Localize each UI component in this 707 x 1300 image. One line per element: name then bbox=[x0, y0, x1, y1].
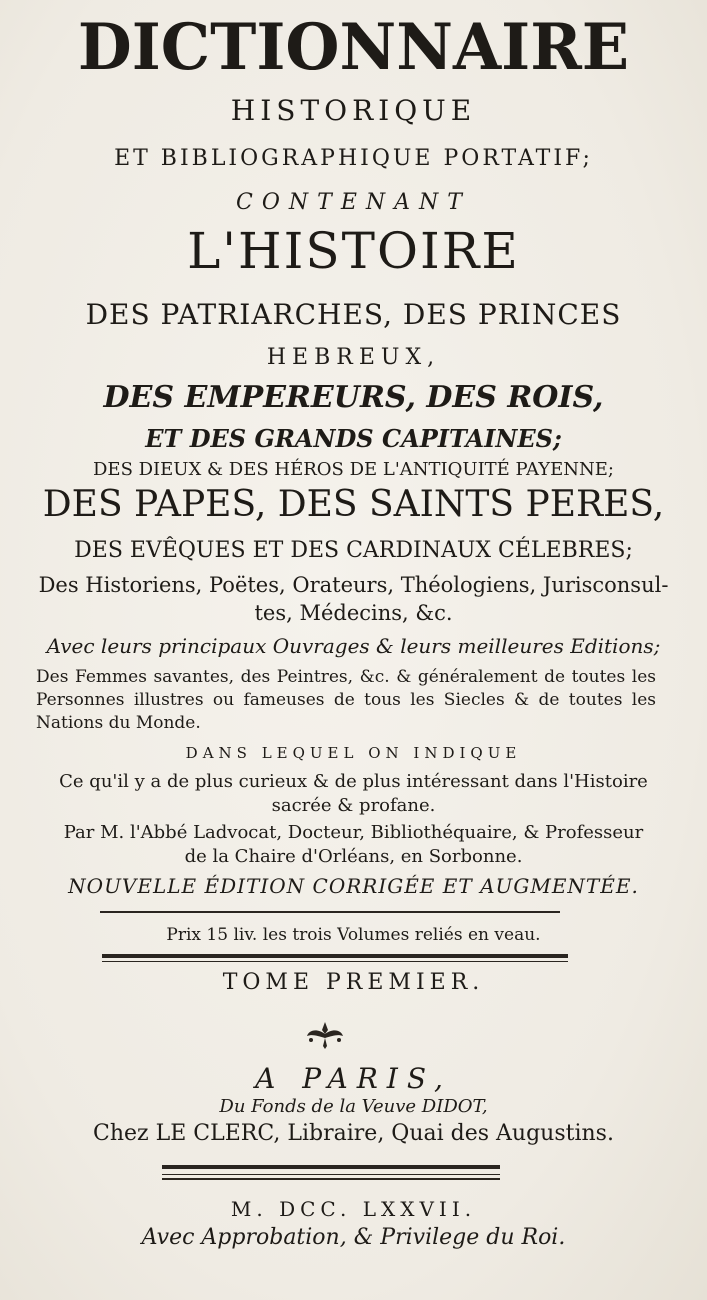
empereurs-line: DES EMPEREURS, DES ROIS, bbox=[103, 380, 604, 415]
author-line: Par M. l'Abbé Ladvocat, Docteur, Bibliothéquaire, & Professeur bbox=[63, 822, 644, 843]
sacree-line: sacrée & profane. bbox=[271, 795, 436, 816]
hebreux-line: HEBREUX, bbox=[266, 345, 441, 370]
divider-rule-thin bbox=[162, 1174, 500, 1175]
date-line: M. DCC. LXXVII. bbox=[230, 1197, 477, 1221]
curieux-line: Ce qu'il y a de plus curieux & de plus intéressant dans l'Histoire bbox=[59, 771, 648, 792]
patriarches-line: DES PATRIARCHES, DES PRINCES bbox=[85, 298, 622, 331]
papes-line: DES PAPES, DES SAINTS PERES, bbox=[42, 484, 665, 525]
eveques-line: DES EVÊQUES ET DES CARDINAUX CÉLEBRES; bbox=[74, 538, 633, 563]
divider-rule bbox=[100, 911, 560, 913]
dans-lequel-line: DANS LEQUEL ON INDIQUE bbox=[185, 744, 522, 762]
chaire-line: de la Chaire d'Orléans, en Sorbonne. bbox=[184, 846, 523, 867]
approbation-line: Avec Approbation, & Privilege du Roi. bbox=[141, 1225, 566, 1250]
divider-rule-thin bbox=[102, 961, 568, 962]
place-line: A PARIS, bbox=[255, 1062, 452, 1095]
femmes-paragraph: Des Femmes savantes, des Peintres, &c. & généralement de toutes les Personnes illustres ou fameuses de tous les Siecles & de toutes les Nations du Monde. bbox=[36, 667, 656, 733]
subtitle-bibliographique: ET BIBLIOGRAPHIQUE PORTATIF; bbox=[114, 146, 593, 171]
contenant-line: CONTENANT bbox=[236, 190, 471, 215]
publisher-line: Chez LE CLERC, Libraire, Quai des Augustins. bbox=[93, 1121, 614, 1146]
edition-line: NOUVELLE ÉDITION CORRIGÉE ET AUGMENTÉE. bbox=[68, 874, 639, 898]
divider-rule-thick bbox=[102, 954, 568, 958]
subtitle-historique: HISTORIQUE bbox=[230, 94, 477, 127]
medecins-line: tes, Médecins, &c. bbox=[254, 601, 453, 625]
divider-rule-thin bbox=[162, 1178, 500, 1180]
volume-line: TOME PREMIER. bbox=[222, 970, 485, 995]
fonds-line: Du Fonds de la Veuve DIDOT, bbox=[219, 1096, 488, 1117]
histoire-heading: L'HISTOIRE bbox=[187, 222, 520, 280]
ouvrages-line: Avec leurs principaux Ouvrages & leurs meilleures Editions; bbox=[46, 634, 661, 658]
price-line: Prix 15 liv. les trois Volumes reliés en veau. bbox=[166, 925, 541, 945]
capitaines-line: ET DES GRANDS CAPITAINES; bbox=[145, 424, 562, 453]
dieux-line: DES DIEUX & DES HÉROS DE L'ANTIQUITÉ PAYENNE; bbox=[93, 459, 614, 480]
book-title: DICTIONNAIRE bbox=[77, 10, 630, 85]
divider-rule-thick bbox=[162, 1165, 500, 1169]
historiens-line: Des Historiens, Poëtes, Orateurs, Théologiens, Jurisconsul- bbox=[38, 573, 669, 597]
fleuron-ornament-icon bbox=[303, 1018, 347, 1050]
